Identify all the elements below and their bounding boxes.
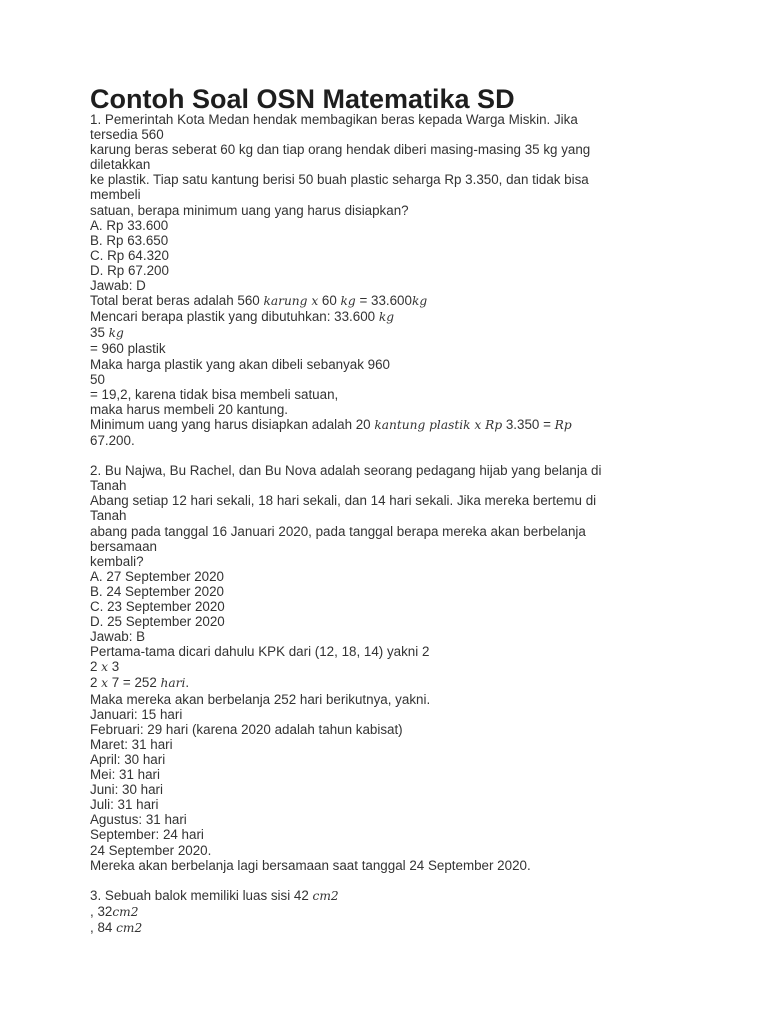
solution-line: [90, 325, 700, 341]
question-1: [90, 112, 700, 448]
text-line: satuan, berapa minimum uang yang harus disiapkan?: [90, 202, 409, 218]
solution-line: Maka harga plastik yang akan dibeli sebanyak 960: [90, 356, 390, 372]
month-line: Agustus: 31 hari: [90, 812, 187, 828]
text-line: 1. Pemerintah Kota Medan hendak membagikan beras kepada Warga Miskin. Jika: [90, 112, 578, 127]
text-line: kembali?: [90, 553, 144, 569]
text-run: , 32: [90, 903, 113, 919]
text-line: ke plastik. Tiap satu kantung berisi 50 buah plastic seharga Rp 3.350, dan tidak bisa: [90, 172, 589, 188]
solution-line: 50: [90, 371, 105, 387]
math-run: Rp: [554, 417, 572, 432]
solution-line: 24 September 2020.: [90, 842, 212, 858]
month-line: Juli: 31 hari: [90, 797, 159, 813]
text-run: 7 = 252: [108, 675, 161, 691]
option-a: A. 27 September 2020: [90, 568, 224, 584]
solution-line: = 19,2, karena tidak bisa membeli satuan,: [90, 386, 339, 402]
text-run: , 84: [90, 919, 117, 935]
text-line: membeli: [90, 187, 141, 203]
text-run: 3: [108, 659, 120, 675]
text-run: 60: [318, 293, 341, 309]
math-run: kg: [108, 326, 124, 341]
solution-line: [90, 293, 700, 309]
month-line: Januari: 15 hari: [90, 706, 183, 722]
text-line: Tanah: [90, 478, 127, 494]
blank-line: [90, 873, 700, 888]
month-line: April: 30 hari: [90, 751, 166, 767]
text-run: Total berat beras adalah 560: [90, 293, 264, 309]
text-run: .: [185, 675, 190, 691]
month-line: September: 24 hari: [90, 827, 204, 843]
math-run: kantung plastik x Rp: [374, 417, 503, 432]
math-run: x: [101, 676, 109, 691]
text-line: abang pada tanggal 16 Januari 2020, pada tanggal berapa mereka akan berbelanja: [90, 523, 586, 539]
blank-line: [90, 448, 700, 463]
option-b: B. 24 September 2020: [90, 583, 224, 599]
question-3: [90, 888, 700, 936]
option-d: D. 25 September 2020: [90, 614, 225, 630]
text-line: [90, 888, 700, 904]
text-run: 3.350 =: [502, 416, 555, 432]
text-run: 35: [90, 325, 109, 341]
month-line: Maret: 31 hari: [90, 736, 173, 752]
solution-line: [90, 659, 700, 675]
math-run: kg: [340, 294, 356, 309]
solution-line: [90, 417, 700, 433]
answer-line: Jawab: D: [90, 278, 146, 294]
solution-line: Pertama-tama dicari dahulu KPK dari (12, 18, 14) yakni 2: [90, 644, 430, 660]
solution-line: Mereka akan berbelanja lagi bersamaan saat tanggal 24 September 2020.: [90, 857, 531, 873]
solution-line: 67.200.: [90, 432, 135, 448]
math-run: hari: [160, 676, 186, 691]
solution-line: [90, 309, 700, 325]
option-a: A. Rp 33.600: [90, 217, 169, 233]
option-c: C. 23 September 2020: [90, 599, 225, 614]
option-d: D. Rp 67.200: [90, 262, 169, 278]
math-run: kg: [378, 310, 395, 325]
question-2: [90, 463, 700, 873]
document-body: [90, 112, 700, 936]
text-line: 2. Bu Najwa, Bu Rachel, dan Bu Nova adalah seorang pedagang hijab yang belanja di: [90, 463, 602, 479]
solution-line: = 960 plastik: [90, 341, 166, 357]
month-line: Mei: 31 hari: [90, 767, 160, 783]
page-title: Contoh Soal OSN Matematika SD: [90, 84, 515, 114]
math-run: kg: [411, 294, 428, 309]
math-run: karung x: [263, 294, 319, 309]
text-run: Mencari berapa plastik yang dibutuhkan: 33.600: [90, 309, 379, 325]
month-line: Februari: 29 hari (karena 2020 adalah tahun kabisat): [90, 721, 403, 737]
text-line: karung beras seberat 60 kg dan tiap orang hendak diberi masing-masing 35 kg yang: [90, 142, 591, 158]
text-run: 2: [90, 675, 102, 691]
solution-line: maka harus membeli 20 kantung.: [90, 401, 288, 417]
text-line: [90, 904, 700, 920]
solution-line: [90, 675, 700, 691]
math-run: cm2: [116, 920, 143, 935]
text-run: 3. Sebuah balok memiliki luas sisi 42: [90, 887, 313, 903]
text-line: bersamaan: [90, 538, 157, 554]
math-run: x: [101, 660, 109, 675]
text-line: Abang setiap 12 hari sekali, 18 hari sekali, dan 14 hari sekali. Jika mereka bertemu di: [90, 493, 597, 509]
option-b: B. Rp 63.650: [90, 232, 169, 248]
month-line: Juni: 30 hari: [90, 782, 163, 798]
answer-line: Jawab: B: [90, 629, 146, 645]
math-run: cm2: [112, 904, 139, 919]
option-c: C. Rp 64.320: [90, 247, 169, 263]
text-line: Tanah: [90, 508, 127, 524]
text-line: tersedia 560: [90, 127, 164, 143]
math-run: cm2: [312, 888, 339, 903]
text-line: diletakkan: [90, 157, 151, 173]
solution-line: Maka mereka akan berbelanja 252 hari berikutnya, yakni.: [90, 691, 431, 707]
text-run: Minimum uang yang harus disiapkan adalah 20: [90, 416, 375, 432]
text-run: 2: [90, 659, 102, 675]
text-run: = 33.600: [355, 293, 412, 309]
text-line: [90, 920, 700, 936]
